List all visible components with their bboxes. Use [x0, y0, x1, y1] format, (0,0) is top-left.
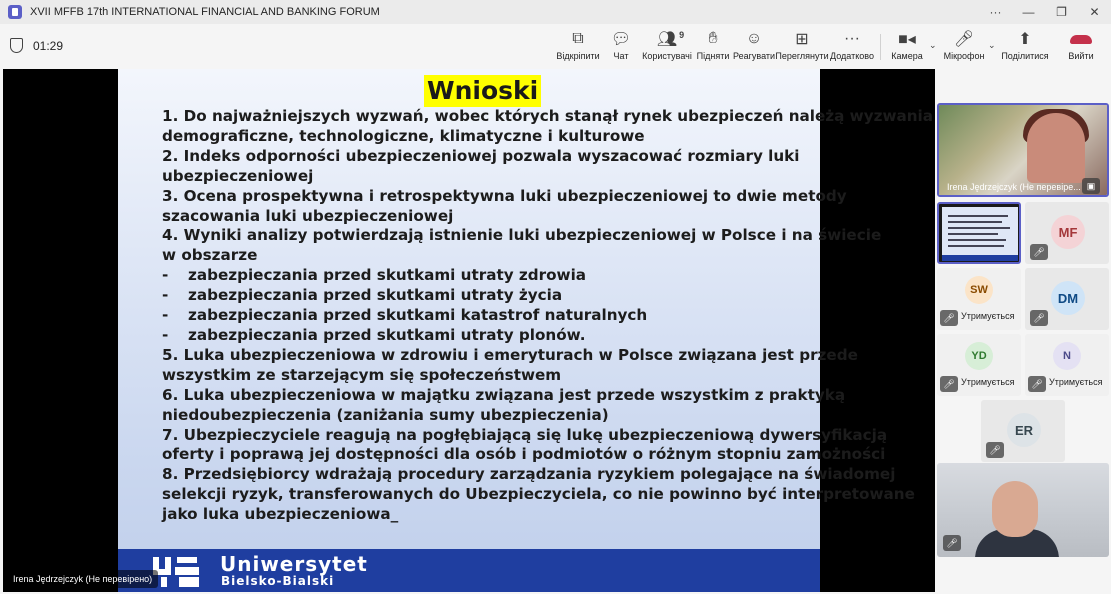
mic-off-icon: 🎤︎ [953, 31, 975, 48]
mic-off-icon: 🎤︎ [943, 535, 961, 551]
slide-line: selekcji ryzyk, transferowanych do Ubezpieczyciela, co nie powinno być interpretowane [162, 485, 915, 504]
shared-screen-thumbnail[interactable] [937, 202, 1021, 264]
slide-bullet: - zabezpieczania przed skutkami katastrof naturalnych [162, 306, 648, 325]
slide-line: 1. Do najważniejszych wyzwań, wobec których stanął rynek ubezpieczeń należą wyzwania [162, 107, 934, 125]
people-button[interactable]: 👥︎ 9 Користувачі [642, 30, 692, 61]
bullet-dash: - [162, 306, 169, 325]
slide-footer [118, 549, 820, 592]
avatar: N [1053, 342, 1081, 370]
slide-bullet: - zabezpieczania przed skutkami utraty zdrowia [162, 266, 587, 285]
react-icon: ☺ [745, 30, 763, 47]
participant-tile-video[interactable] [937, 463, 1109, 557]
slide-line: 5. Luka ubezpieczeniowa w zdrowiu i emeryturach w Polsce związana jest przede [162, 345, 858, 364]
slide-line: niedoubezpieczenia (zaniżania sumy ubezpieczenia) [162, 405, 609, 424]
avatar: MF [1051, 215, 1085, 249]
participant-tile-n[interactable] [1025, 334, 1109, 396]
avatar: ER [1007, 413, 1041, 447]
bullet-dash: - [162, 266, 169, 285]
window-controls [979, 0, 1111, 24]
camera-icon: ■◂ [898, 31, 916, 48]
raise-hand-button[interactable]: ✋︎ Підняти [696, 30, 730, 61]
leave-button[interactable]: Вийти [1067, 28, 1095, 66]
bullet-dash: - [162, 286, 169, 305]
slide-line: 8. Przedsiębiorcy wdrażają procedury zarządzania ryzykiem polegające na świadomej [162, 465, 896, 484]
slide-line: wszystkim ze starzejącym się społeczeństwem [162, 365, 562, 384]
slide-bullet: - zabezpieczania przed skutkami utraty plonów. [162, 325, 586, 344]
unpin-icon: ⧉ [572, 30, 584, 47]
slide-line: 3. Ocena prospektywna i retrospektywna luki ubezpieczeniowej to dwie metody [162, 186, 847, 205]
participants-gallery [937, 103, 1109, 592]
slide-line: ubezpieczeniowej [162, 166, 314, 185]
participant-status: Утримується [961, 377, 1015, 387]
slide-line: szacowania luki ubezpieczeniowej [162, 206, 454, 225]
more-options-icon[interactable]: ··· [989, 5, 1002, 19]
slide-line: jako luka ubezpieczeniowa_ [162, 505, 399, 524]
view-button[interactable]: ⊞ Переглянути [778, 28, 826, 66]
teams-logo-icon [8, 5, 22, 19]
avatar: SW [965, 276, 993, 304]
minimize-icon[interactable]: — [1022, 5, 1035, 19]
camera-options-chevron-icon[interactable]: ⌄ [929, 40, 937, 50]
mic-options-chevron-icon[interactable]: ⌄ [988, 40, 996, 50]
avatar: YD [965, 342, 993, 370]
slide-line: 6. Luka ubezpieczeniowa w majątku związana jest przede wszystkim z praktyką [162, 385, 846, 404]
mic-off-icon: 🎤︎ [986, 442, 1004, 458]
mic-off-icon: 🎤︎ [1030, 310, 1048, 326]
slide-line: 4. Wyniki analizy potwierdzają istnienie luki ubezpieczeniowej w Polsce i na świecie [162, 226, 882, 245]
university-name: Uniwersytet [220, 552, 368, 576]
close-icon[interactable]: ✕ [1089, 5, 1100, 19]
react-button[interactable]: ☺ Реагувати [732, 30, 776, 61]
presenter-name-label: Irena Jędrzejczyk (Не перевірено) [7, 570, 158, 588]
mic-off-icon: 🎤︎ [1028, 376, 1046, 392]
university-subtitle: Bielsko-Bialski [221, 574, 335, 588]
camera-button[interactable]: ■◂ Камера [890, 28, 924, 66]
unpin-button[interactable]: ⧉ Відкріпити [556, 30, 600, 61]
restore-icon[interactable]: ❐ [1056, 5, 1067, 19]
slide-line: 7. Ubezpieczyciele reagują na pogłębiającą się lukę ubezpieczeniową dywersyfikacją [162, 425, 888, 444]
mic-off-icon: 🎤︎ [1030, 244, 1048, 260]
share-icon: ⬆ [1018, 31, 1032, 48]
shield-icon [10, 38, 23, 53]
screen-share-icon: ▣ [1082, 178, 1100, 194]
slide-body [162, 107, 934, 525]
participant-tile-sw[interactable] [937, 268, 1021, 330]
participant-name: Irena Jędrzejczyk (Не перевіре... [947, 182, 1081, 192]
slide-line: w obszarze [162, 246, 258, 265]
people-icon: 👥︎ 9 [656, 30, 685, 48]
more-button[interactable]: ··· Додатково [830, 30, 874, 61]
presentation-slide [118, 69, 934, 592]
window-title: XVII MFFB 17th INTERNATIONAL FINANCIAL AND BANKING FORUM [30, 6, 380, 18]
chat-icon: 💬︎ [610, 31, 632, 48]
participant-tile-presenter[interactable] [937, 103, 1109, 197]
participant-tile-mf[interactable] [1025, 202, 1109, 264]
meeting-toolbar [0, 24, 1111, 68]
mic-off-icon: 🎤︎ [940, 376, 958, 392]
participant-tile-dm[interactable] [1025, 268, 1109, 330]
slide-title: Wnioski [424, 75, 541, 107]
shared-screen-stage [3, 69, 935, 592]
slide-line: 2. Indeks odporności ubezpieczeniowej pozwala wyszacować rozmiary luki [162, 146, 800, 165]
toolbar-divider [880, 34, 881, 60]
slide-line: oferty i poprawą jej dostępności dla osób i podmiotów o różnym stopniu zamożności [162, 445, 886, 464]
bullet-dash: - [162, 325, 169, 344]
participant-status: Утримується [1049, 377, 1103, 387]
leave-icon [1070, 35, 1092, 44]
meeting-timer: 01:29 [33, 39, 64, 53]
view-icon: ⊞ [795, 31, 809, 48]
share-button[interactable]: ⬆ Поділитися [1003, 28, 1047, 66]
more-icon: ··· [844, 30, 860, 47]
participant-status: Утримується [961, 311, 1015, 321]
slide-line: demograficzne, technologiczne, klimatyczne i kulturowe [162, 126, 645, 145]
participant-tile-yd[interactable] [937, 334, 1021, 396]
university-logo-icon [153, 557, 201, 587]
participant-tile-er[interactable] [981, 400, 1065, 462]
title-bar [0, 0, 1111, 24]
raise-hand-icon: ✋︎ [708, 30, 718, 47]
microphone-button[interactable]: 🎤︎ Мікрофон [944, 28, 984, 66]
avatar: DM [1051, 281, 1085, 315]
slide-bullet: - zabezpieczania przed skutkami utraty życia [162, 286, 563, 305]
chat-button[interactable]: 💬︎ Чат [610, 28, 632, 66]
mic-off-icon: 🎤︎ [940, 310, 958, 326]
participant-count: 9 [679, 30, 685, 40]
